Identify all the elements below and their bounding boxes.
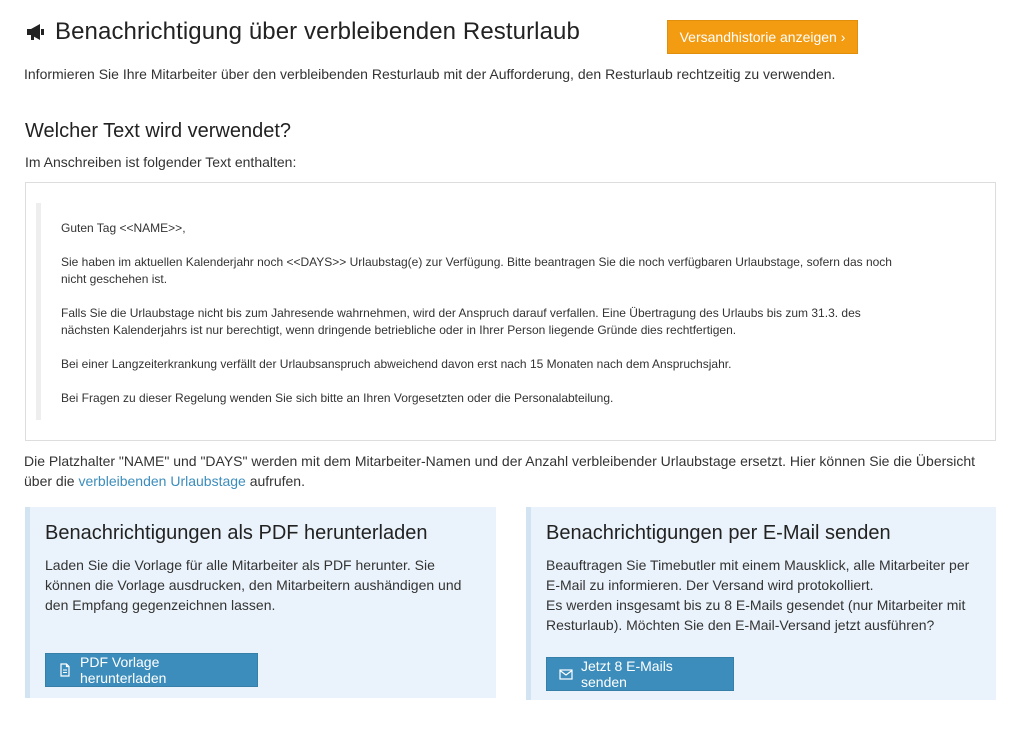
letter-template-box — [25, 182, 996, 441]
envelope-icon — [559, 667, 573, 681]
template-section-subheading: Im Anschreiben ist folgender Text enthalten: — [25, 154, 297, 170]
email-panel-title: Benachrichtigungen per E-Mail senden — [546, 522, 891, 544]
template-section-heading: Welcher Text wird verwendet? — [25, 120, 292, 142]
pdf-download-panel — [25, 507, 496, 698]
page-header — [24, 18, 580, 46]
send-emails-button[interactable] — [546, 657, 734, 691]
pdf-panel-text: Laden Sie die Vorlage für alle Mitarbeiter als PDF herunter. Sie können die Vorlage ausdrucken, den Mitarbeitern aushändigen und den Empfang gegenzeichnen lassen. — [45, 557, 462, 613]
placeholder-note — [24, 451, 999, 491]
letter-paragraph: Bei Fragen zu dieser Regelung wenden Sie sich bitte an Ihren Vorgesetzten oder die Personalabteilung. — [61, 391, 614, 405]
placeholder-note-text: Die Platzhalter "NAME" und "DAYS" werden mit dem Mitarbeiter-Namen und der Anzahl verbleibender Urlaubstage ersetzt. Hier können Sie die Übersicht über die — [24, 453, 976, 489]
send-emails-button-label: Jetzt 8 E-Mails senden — [581, 658, 673, 690]
letter-greeting: Guten Tag <<NAME>>, — [61, 221, 186, 235]
pdf-panel-title: Benachrichtigungen als PDF herunterladen — [45, 522, 428, 544]
letter-paragraph: Falls Sie die Urlaubstage nicht bis zum Jahresende wahrnehmen, wird der Anspruch darauf verfallen. Eine Übertragung des Urlaubs bis zum 31.3. des nächsten Kalenderjahrs ist nur berechtigt, wenn dringende betriebliche oder in Ihrer Person liegende Gründe dies rechtfertigen. — [61, 306, 861, 337]
email-panel-text-line2: Es werden insgesamt bis zu 8 E-Mails gesendet (nur Mitarbeiter mit Resturlaub). Möchten Sie den E-Mail-Versand jetzt ausführen? — [546, 597, 966, 633]
intro-text: Informieren Sie Ihre Mitarbeiter über den verbleibenden Resturlaub mit der Aufforderung, den Resturlaub rechtzeitig zu verwenden. — [24, 66, 836, 82]
remaining-vacation-link[interactable]: verbleibenden Urlaubstage — [78, 473, 246, 489]
email-panel-text — [546, 555, 971, 635]
file-icon — [58, 663, 72, 677]
shipping-history-button[interactable]: Versandhistorie anzeigen › — [667, 20, 858, 54]
placeholder-note-text-end: aufrufen. — [245, 473, 305, 489]
page-title: Benachrichtigung über verbleibenden Resturlaub — [55, 18, 580, 45]
megaphone-icon — [24, 20, 48, 44]
letter-paragraph: Bei einer Langzeiterkrankung verfällt der Urlaubsanspruch abweichend davon erst nach 15 Monaten nach dem Anspruchsjahr. — [61, 357, 732, 371]
email-panel-text-line1: Beauftragen Sie Timebutler mit einem Mausklick, alle Mitarbeiter per E-Mail zu informieren. Der Versand wird protokolliert. — [546, 557, 970, 593]
pdf-download-button-label: PDF Vorlage herunterladen — [80, 654, 167, 686]
letter-paragraph: Sie haben im aktuellen Kalenderjahr noch <<DAYS>> Urlaubstag(e) zur Verfügung. Bitte beantragen Sie die noch verfügbaren Urlaubstage, sofern das noch nicht geschehen ist. — [61, 255, 892, 286]
letter-quote — [36, 203, 976, 420]
pdf-download-button[interactable] — [45, 653, 258, 687]
email-send-panel — [526, 507, 996, 700]
